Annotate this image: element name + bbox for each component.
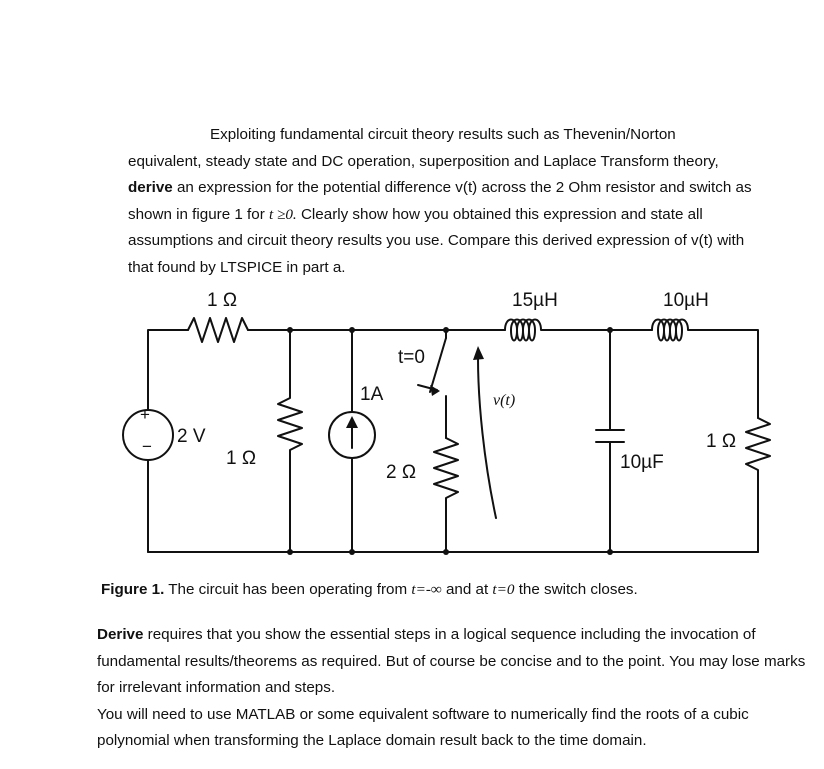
notes-paragraph-2: You will need to use MATLAB or some equivalent software to numerically find the roots of a cubic polynomial when transforming the Laplace domain result back to the time domain. xyxy=(97,705,749,750)
shunt-resistor-symbol xyxy=(278,330,302,552)
problem-line-4-pre: shown in figure 1 for xyxy=(128,205,269,223)
series-resistor-symbol xyxy=(188,318,248,342)
load-resistor-label: 1 Ω xyxy=(706,431,737,452)
current-source-label: 1A xyxy=(360,384,384,405)
switch-resistor-label: 2 Ω xyxy=(386,462,417,483)
caption-time-2: t=0 xyxy=(492,581,515,598)
shunt-resistor-label: 1 Ω xyxy=(226,448,257,469)
problem-line-6: that found by LTSPICE in part a. xyxy=(128,258,346,276)
voltage-label: v(t) xyxy=(493,392,516,409)
figure-caption xyxy=(101,577,816,604)
caption-time-1: t=-∞ xyxy=(411,581,442,598)
switch-time-label: t=0 xyxy=(398,347,425,368)
capacitor-symbol xyxy=(596,430,624,442)
inductor-2-label: 10µH xyxy=(663,290,709,311)
series-resistor-label: 1 Ω xyxy=(207,290,238,311)
capacitor-label: 10µF xyxy=(620,452,664,473)
problem-statement xyxy=(128,122,818,282)
derive-keyword: derive xyxy=(128,179,173,197)
switch-resistor-symbol xyxy=(434,438,458,552)
problem-line-5: assumptions and circuit theory results you use. Compare this derived expression of v(t) with xyxy=(128,232,745,250)
inductor-15uH-symbol xyxy=(505,320,560,341)
caption-text-2: and at xyxy=(441,581,493,598)
problem-line-4-post: Clearly show how you obtained this expression and state all xyxy=(296,205,703,223)
caption-text-1: The circuit has been operating from xyxy=(164,581,412,598)
current-arrowhead-icon xyxy=(346,416,358,428)
caption-label: Figure 1. xyxy=(101,581,165,598)
switch-symbol xyxy=(430,338,446,392)
circuit-diagram xyxy=(0,270,824,570)
inductor-10uH-symbol xyxy=(652,320,758,419)
derive-notes xyxy=(97,622,819,755)
problem-line-3: an expression for the potential difference v(t) across the 2 Ohm resistor and switch as xyxy=(172,179,752,197)
time-condition: t ≥0. xyxy=(268,205,297,223)
notes-derive-keyword: Derive xyxy=(97,626,144,643)
source-minus-sign: − xyxy=(142,437,152,456)
problem-line-2: equivalent, steady state and DC operation, superposition and Laplace Transform theory, xyxy=(128,152,719,170)
problem-line-1: Exploiting fundamental circuit theory results such as Thevenin/Norton xyxy=(210,126,676,143)
switch-arrowhead-icon xyxy=(430,385,440,396)
voltage-arrow xyxy=(478,358,496,518)
caption-text-3: the switch closes. xyxy=(514,581,638,598)
voltage-arrowhead-icon xyxy=(473,346,484,360)
source-voltage-label: 2 V xyxy=(177,426,206,447)
inductor-1-label: 15µH xyxy=(512,290,558,311)
load-resistor-symbol xyxy=(746,418,770,552)
source-plus-sign: + xyxy=(140,405,150,424)
notes-paragraph-1: requires that you show the essential steps in a logical sequence including the invocation of fundamental results/theorems as required. But of course be concise and to the point. You may lose marks for irrelevant information and steps. xyxy=(97,626,806,697)
